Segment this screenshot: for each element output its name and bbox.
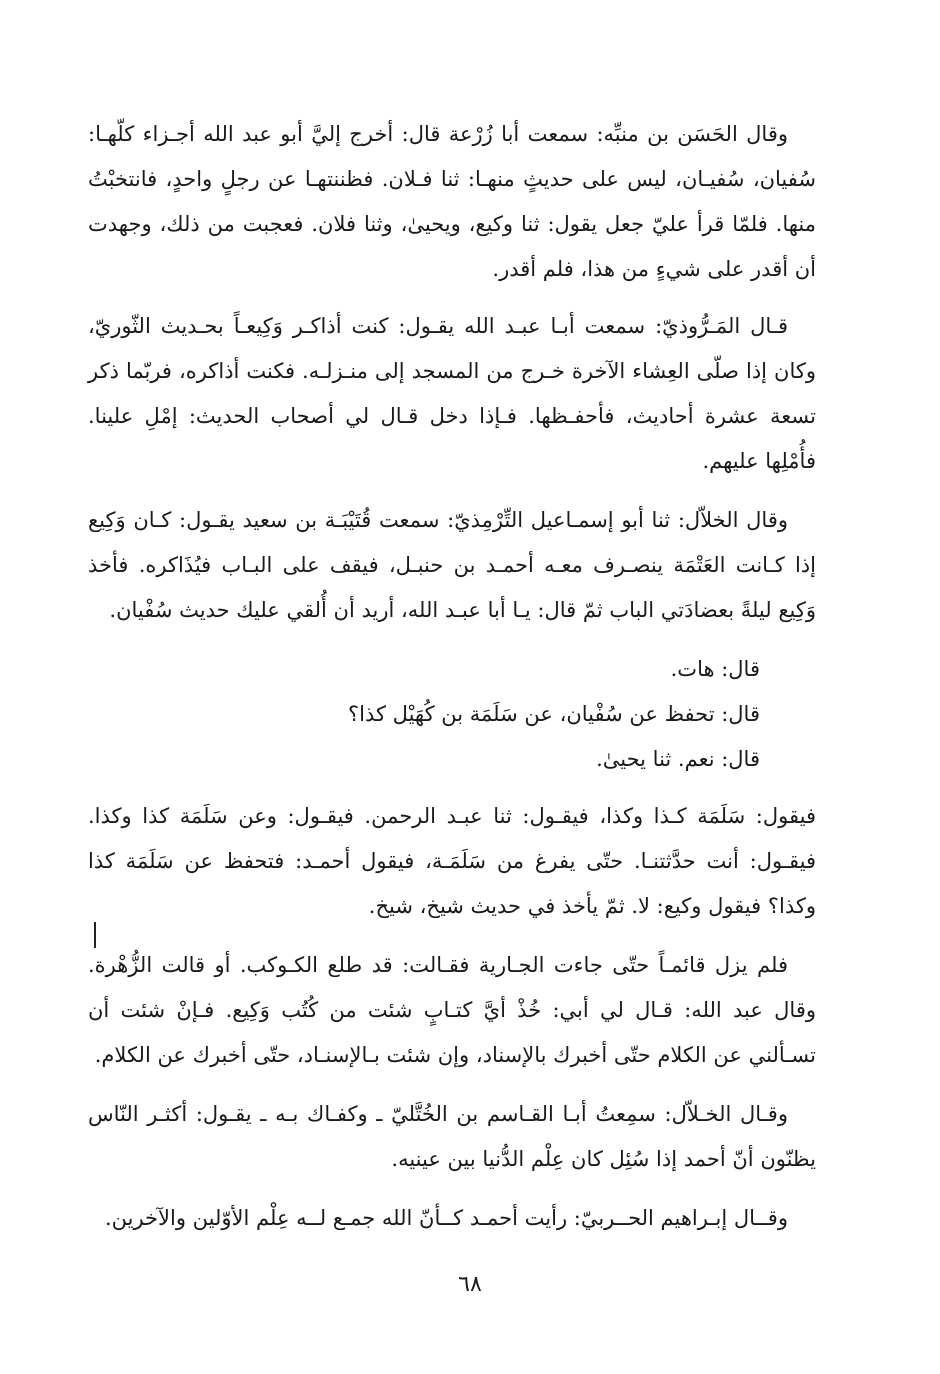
paragraph-marrudhi: قـال المَـرُّوذيّ: سمعت أبـا عبـد الله يقـول: كنت أذاكـر وَكِيعـاً بحـديث الثّوريّ، وكان إذا صلّى العِشاء الآخرة خـرج من المسجد إلى منـزلـه. فكنت أذاكره، فربّما ذكر تسعة عشرة أحاديث، فأحفـظها. فـإذا دخل قـال لي أصحاب الحديث: إمْلِ علينا. فأُمْلِها عليهم. [88, 314, 816, 473]
paragraph-hasan: وقال الحَسَن بن منبِّه: سمعت أبا زُرْعة قال: أخرج إليَّ أبو عبد الله أجـزاء كلّهـا: سُفيان، سُفيـان، ليس على حديثٍ منهـا: ثنا فـلان. فظننتهـا عن رجلٍ واحدٍ، فانتخبْتُ منها. فلمّا قرأ عليّ جعل يقول: ثنا وكيع، ويحيىٰ، وثنا فلان. فعجبت من ذلك، وجهدت أن أقدر على شيءٍ من هذا، فلم أقدر. [88, 122, 816, 281]
margin-mark [94, 922, 96, 948]
dialogue-line: قال: نعم. ثنا يحيىٰ. [596, 747, 760, 771]
dialogue-line: قال: تحفظ عن سُفْيان، عن سَلَمَة بن كُهَيْل كذا؟ [347, 702, 760, 726]
dialogue-line: قال: هات. [670, 657, 760, 681]
page-body [88, 112, 816, 1255]
paragraph-harbi: وقــال إبـراهيم الحــربيّ: رأيت أحمـد كــأنّ الله جمـع لــه عِلْم الأوّلين والآخرين. [104, 1206, 788, 1230]
dialogue-block [88, 647, 816, 782]
paragraph-jariya: فلم يزل قائمـاً حتّى جاءت الجـارية فقـالت: قد طلع الكـوكب. أو قالت الزُّهْرة. وقال عبد الله: قـال لي أبي: خُذْ أيَّ كتـابٍ شئت من كُتُب وَكِيع. فـإنْ شئت أن تسـألني عن الكلام حتّى أخبرك بالإسناد، وإن شئت بـالإسنـاد، حتّى أخبرك عن الكلام. [88, 953, 816, 1067]
paragraph-salama: فيقول: سَلَمَة كـذا وكذا، فيقـول: ثنا عبـد الرحمن. فيقـول: وعن سَلَمَة كذا وكذا. فيقـول: أنت حدَّثتنـا. حتّى يفرغ من سَلَمَـة، فيقول أحمـد: فتحفظ عن سَلَمَة كذا وكذا؟ فيقول وكيع: لا. ثمّ يأخذ في حديث شيخ، شيخ. [88, 804, 816, 918]
paragraph-khallal-tirmidhi: وقال الخلاّل: ثنا أبو إسمـاعيل التِّرْمِذيّ: سمعت قُتَيْبَـة بن سعيد يقـول: كـان وَكِيع إذا كـانت العَتْمَة ينصـرف معـه أحمـد بن حنبـل، فيقف على البـاب فيُذَاكره. فأخذ وَكِيع ليلةً بعضادَتي الباب ثمّ قال: يـا أبا عبـد الله، أريد أن أُلقي عليك حديث سُفْيان. [88, 508, 816, 622]
page-number: ٦٨ [458, 1272, 482, 1297]
paragraph-khuttali: وقـال الخـلاّل: سمِعتُ أبـا القـاسم بن الخُتَّليّ ـ وكفـاك بـه ـ يقـول: أكثـر النّاس يظنّون أنّ أحمد إذا سُئِل كان عِلْم الدُّنيا بين عينيه. [88, 1102, 816, 1171]
